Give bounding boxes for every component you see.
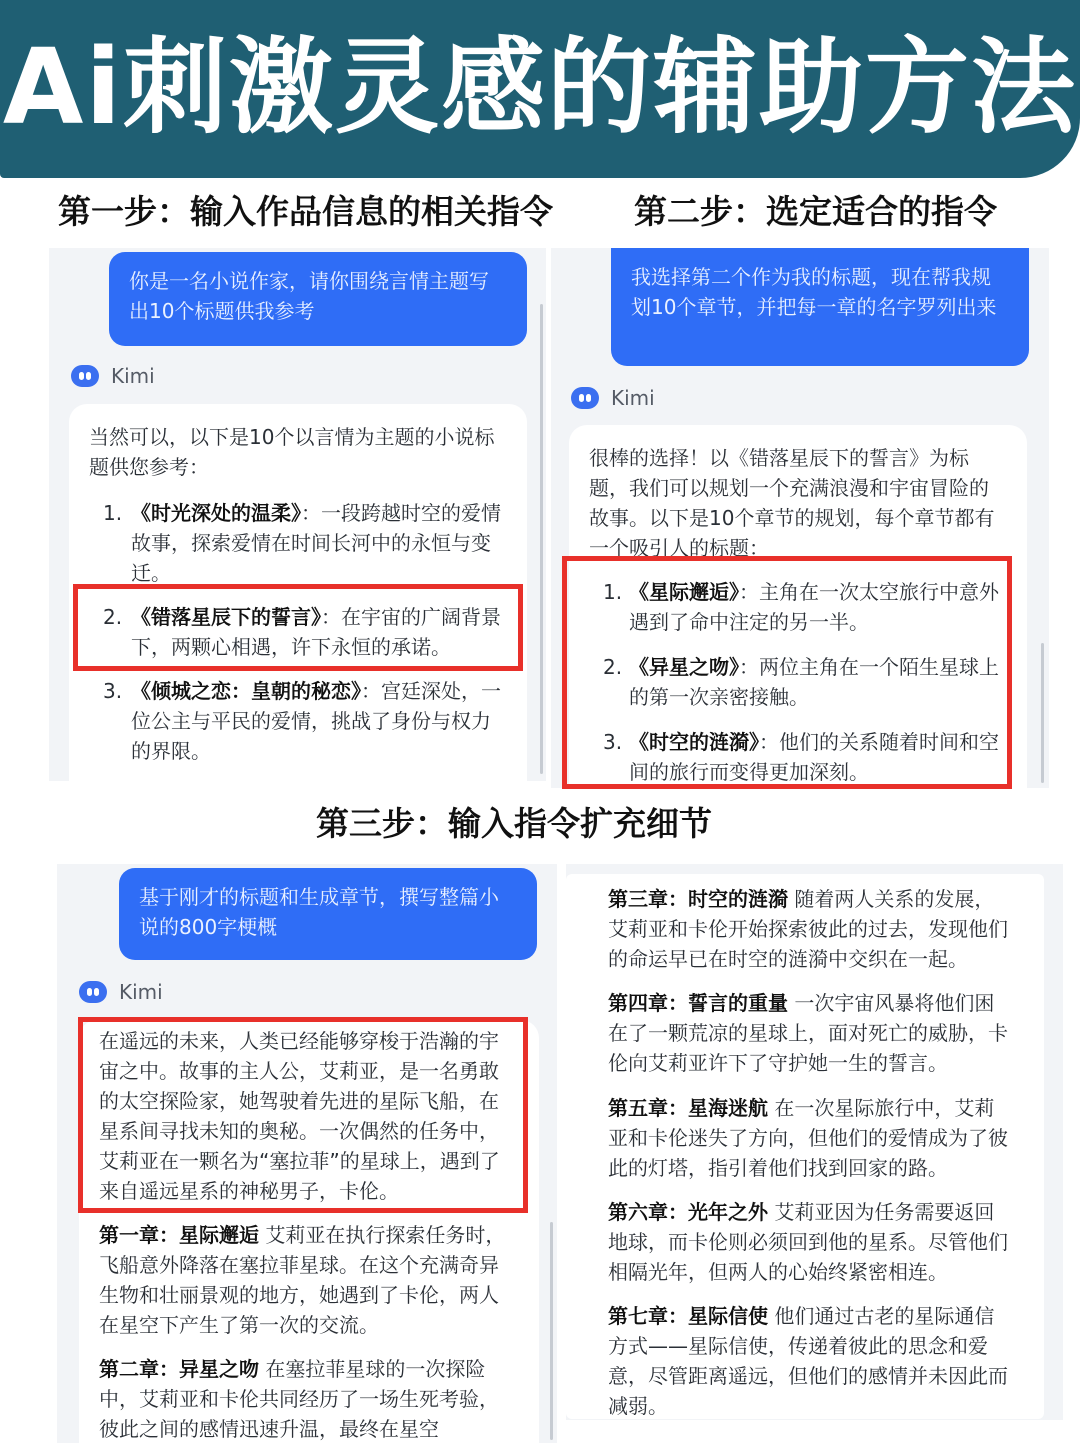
chapter-title: 时空的涟漪 <box>688 887 788 911</box>
chapter-label: 第一章： <box>99 1223 179 1247</box>
list-item <box>103 676 507 766</box>
kimi-label <box>571 386 655 410</box>
bot-name: Kimi <box>119 980 163 1004</box>
scrollbar[interactable] <box>550 1222 553 1440</box>
chapter-title: 星际信使 <box>688 1304 768 1328</box>
kimi-label <box>79 980 163 1004</box>
item-number: 1. <box>103 501 123 525</box>
kimi-logo-icon <box>79 981 107 1003</box>
chapter-label: 第三章： <box>608 887 688 911</box>
chapter-7 <box>608 1301 1008 1420</box>
chapter-1 <box>99 1220 509 1340</box>
title-banner <box>0 0 1080 178</box>
chapter-label: 第七章： <box>608 1304 688 1328</box>
item-title: 《星际邂逅》 <box>629 580 739 604</box>
scrollbar[interactable] <box>540 304 543 774</box>
item-text: ：在宇宙的广阔背景下，两颗心相遇，许下永恒的承诺。 <box>131 605 501 659</box>
chapter-title: 异星之吻 <box>179 1357 259 1381</box>
chapter-text: 随着两人关系的发展，艾莉亚和卡伦开始探索彼此的过去，发现他们的命运早已在时空的涟漪中交织在一起。 <box>608 887 1008 971</box>
user-message: 我选择第二个作为我的标题，现在帮我规划10个章节，并把每一章的名字罗列出来 <box>611 248 1029 366</box>
step3-title: 第三步：输入指令扩充细节 <box>316 804 712 843</box>
item-text: ：主角在一次太空旅行中意外遇到了命中注定的另一半。 <box>629 580 999 634</box>
chapter-text: 他们通过古老的星际通信方式——星际信使，传递着彼此的思念和爱意，尽管距离遥远，但他们的感情并未因此而减弱。 <box>608 1304 1008 1418</box>
bot-reply-card <box>566 874 1044 1419</box>
item-number: 2. <box>103 605 123 629</box>
item-text: ：宫廷深处，一位公主与平民的爱情，挑战了身份与权力的界限。 <box>131 679 501 763</box>
kimi-logo-icon <box>571 387 599 409</box>
item-title: 《时空的涟漪》 <box>629 730 759 754</box>
bot-name: Kimi <box>611 386 655 410</box>
bot-name: Kimi <box>111 364 155 388</box>
chat-panel-step3-continued <box>566 864 1063 1420</box>
kimi-label <box>71 364 155 388</box>
chapter-text: 在一次星际旅行中，艾莉亚和卡伦迷失了方向，但他们的爱情成为了彼此的灯塔，指引着他们找到回家的路。 <box>608 1096 1008 1180</box>
reply-intro: 当然可以，以下是10个以言情为主题的小说标题供您参考： <box>89 425 495 479</box>
highlight-box <box>562 556 1012 789</box>
item-text: ：两位主角在一个陌生星球上的第一次亲密接触。 <box>629 655 999 709</box>
chapter-label: 第五章： <box>608 1096 688 1120</box>
reply-intro: 很棒的选择！以《错落星辰下的誓言》为标题，我们可以规划一个充满浪漫和宇宙冒险的故事。以下是10个章节的规划，每个章节都有一个吸引人的标题： <box>589 446 995 560</box>
chat-panel-step1 <box>49 248 546 781</box>
chapter-5 <box>608 1093 1008 1183</box>
chapter-2 <box>99 1354 509 1443</box>
item-title: 《倾城之恋：皇朝的秘恋》 <box>131 679 361 703</box>
chapter-title: 光年之外 <box>688 1200 768 1224</box>
kimi-logo-icon <box>71 365 99 387</box>
chapter-label: 第六章： <box>608 1200 688 1224</box>
item-title: 《错落星辰下的誓言》 <box>131 605 321 629</box>
chapter-4 <box>608 988 1008 1078</box>
step1-title: 第一步：输入作品信息的相关指令 <box>58 192 553 231</box>
user-message: 基于刚才的标题和生成章节，撰写整篇小说的800字梗概 <box>119 868 537 960</box>
scrollbar[interactable] <box>1041 643 1044 783</box>
list-item <box>103 498 507 588</box>
chapter-label: 第二章： <box>99 1357 179 1381</box>
item-number: 3. <box>103 679 123 703</box>
item-number: 2. <box>603 655 623 679</box>
chapter-text: 艾莉亚在执行探索任务时，飞船意外降落在塞拉菲星球。在这个充满奇异生物和壮丽景观的地方，她遇到了卡伦，两人在星空下产生了第一次的交流。 <box>99 1223 506 1337</box>
highlight-box <box>78 1017 528 1213</box>
chapter-title: 星际邂逅 <box>179 1223 259 1247</box>
step2-title: 第二步：选定适合的指令 <box>634 192 997 231</box>
item-number: 3. <box>603 730 623 754</box>
chapter-3 <box>608 884 1008 974</box>
user-message: 你是一名小说作家，请你围绕言情主题写出10个标题供我参考 <box>109 252 527 346</box>
item-number: 1. <box>603 580 623 604</box>
chapter-text: 在塞拉菲星球的一次探险中，艾莉亚和卡伦共同经历了一场生死考验，彼此之间的感情迅速升温，最终在星空 <box>99 1357 499 1441</box>
page-title: Ai刺激灵感的辅助方法 <box>2 26 1078 148</box>
chapter-text: 一次宇宙风暴将他们困在了一颗荒凉的星球上，面对死亡的威胁，卡伦向艾莉亚许下了守护她一生的誓言。 <box>608 991 1008 1075</box>
chapter-text: 艾莉亚因为任务需要返回地球，而卡伦则必须回到他的星系。尽管他们相隔光年，但两人的心始终紧密相连。 <box>608 1200 1008 1284</box>
item-title: 《时光深处的温柔》 <box>131 501 301 525</box>
chapter-label: 第四章： <box>608 991 688 1015</box>
item-title: 《异星之吻》 <box>629 655 739 679</box>
item-text: ：一段跨越时空的爱情故事，探索爱情在时间长河中的永恒与变迁。 <box>131 501 501 585</box>
item-text: ：他们的关系随着时间和空间的旅行而变得更加深刻。 <box>629 730 999 784</box>
chapter-title: 星海迷航 <box>688 1096 768 1120</box>
highlight-box <box>73 584 523 671</box>
chapter-6 <box>608 1197 1008 1287</box>
story-summary: 在遥远的未来，人类已经能够穿梭于浩瀚的宇宙之中。故事的主人公，艾莉亚，是一名勇敢的太空探险家，她驾驶着先进的星际飞船，在星系间寻找未知的奥秘。一次偶然的任务中，艾莉亚在一颗名为“塞拉菲”的星球上，遇到了来自遥远星系的神秘男子，卡伦。 <box>99 1029 500 1203</box>
chapter-title: 誓言的重量 <box>688 991 788 1015</box>
